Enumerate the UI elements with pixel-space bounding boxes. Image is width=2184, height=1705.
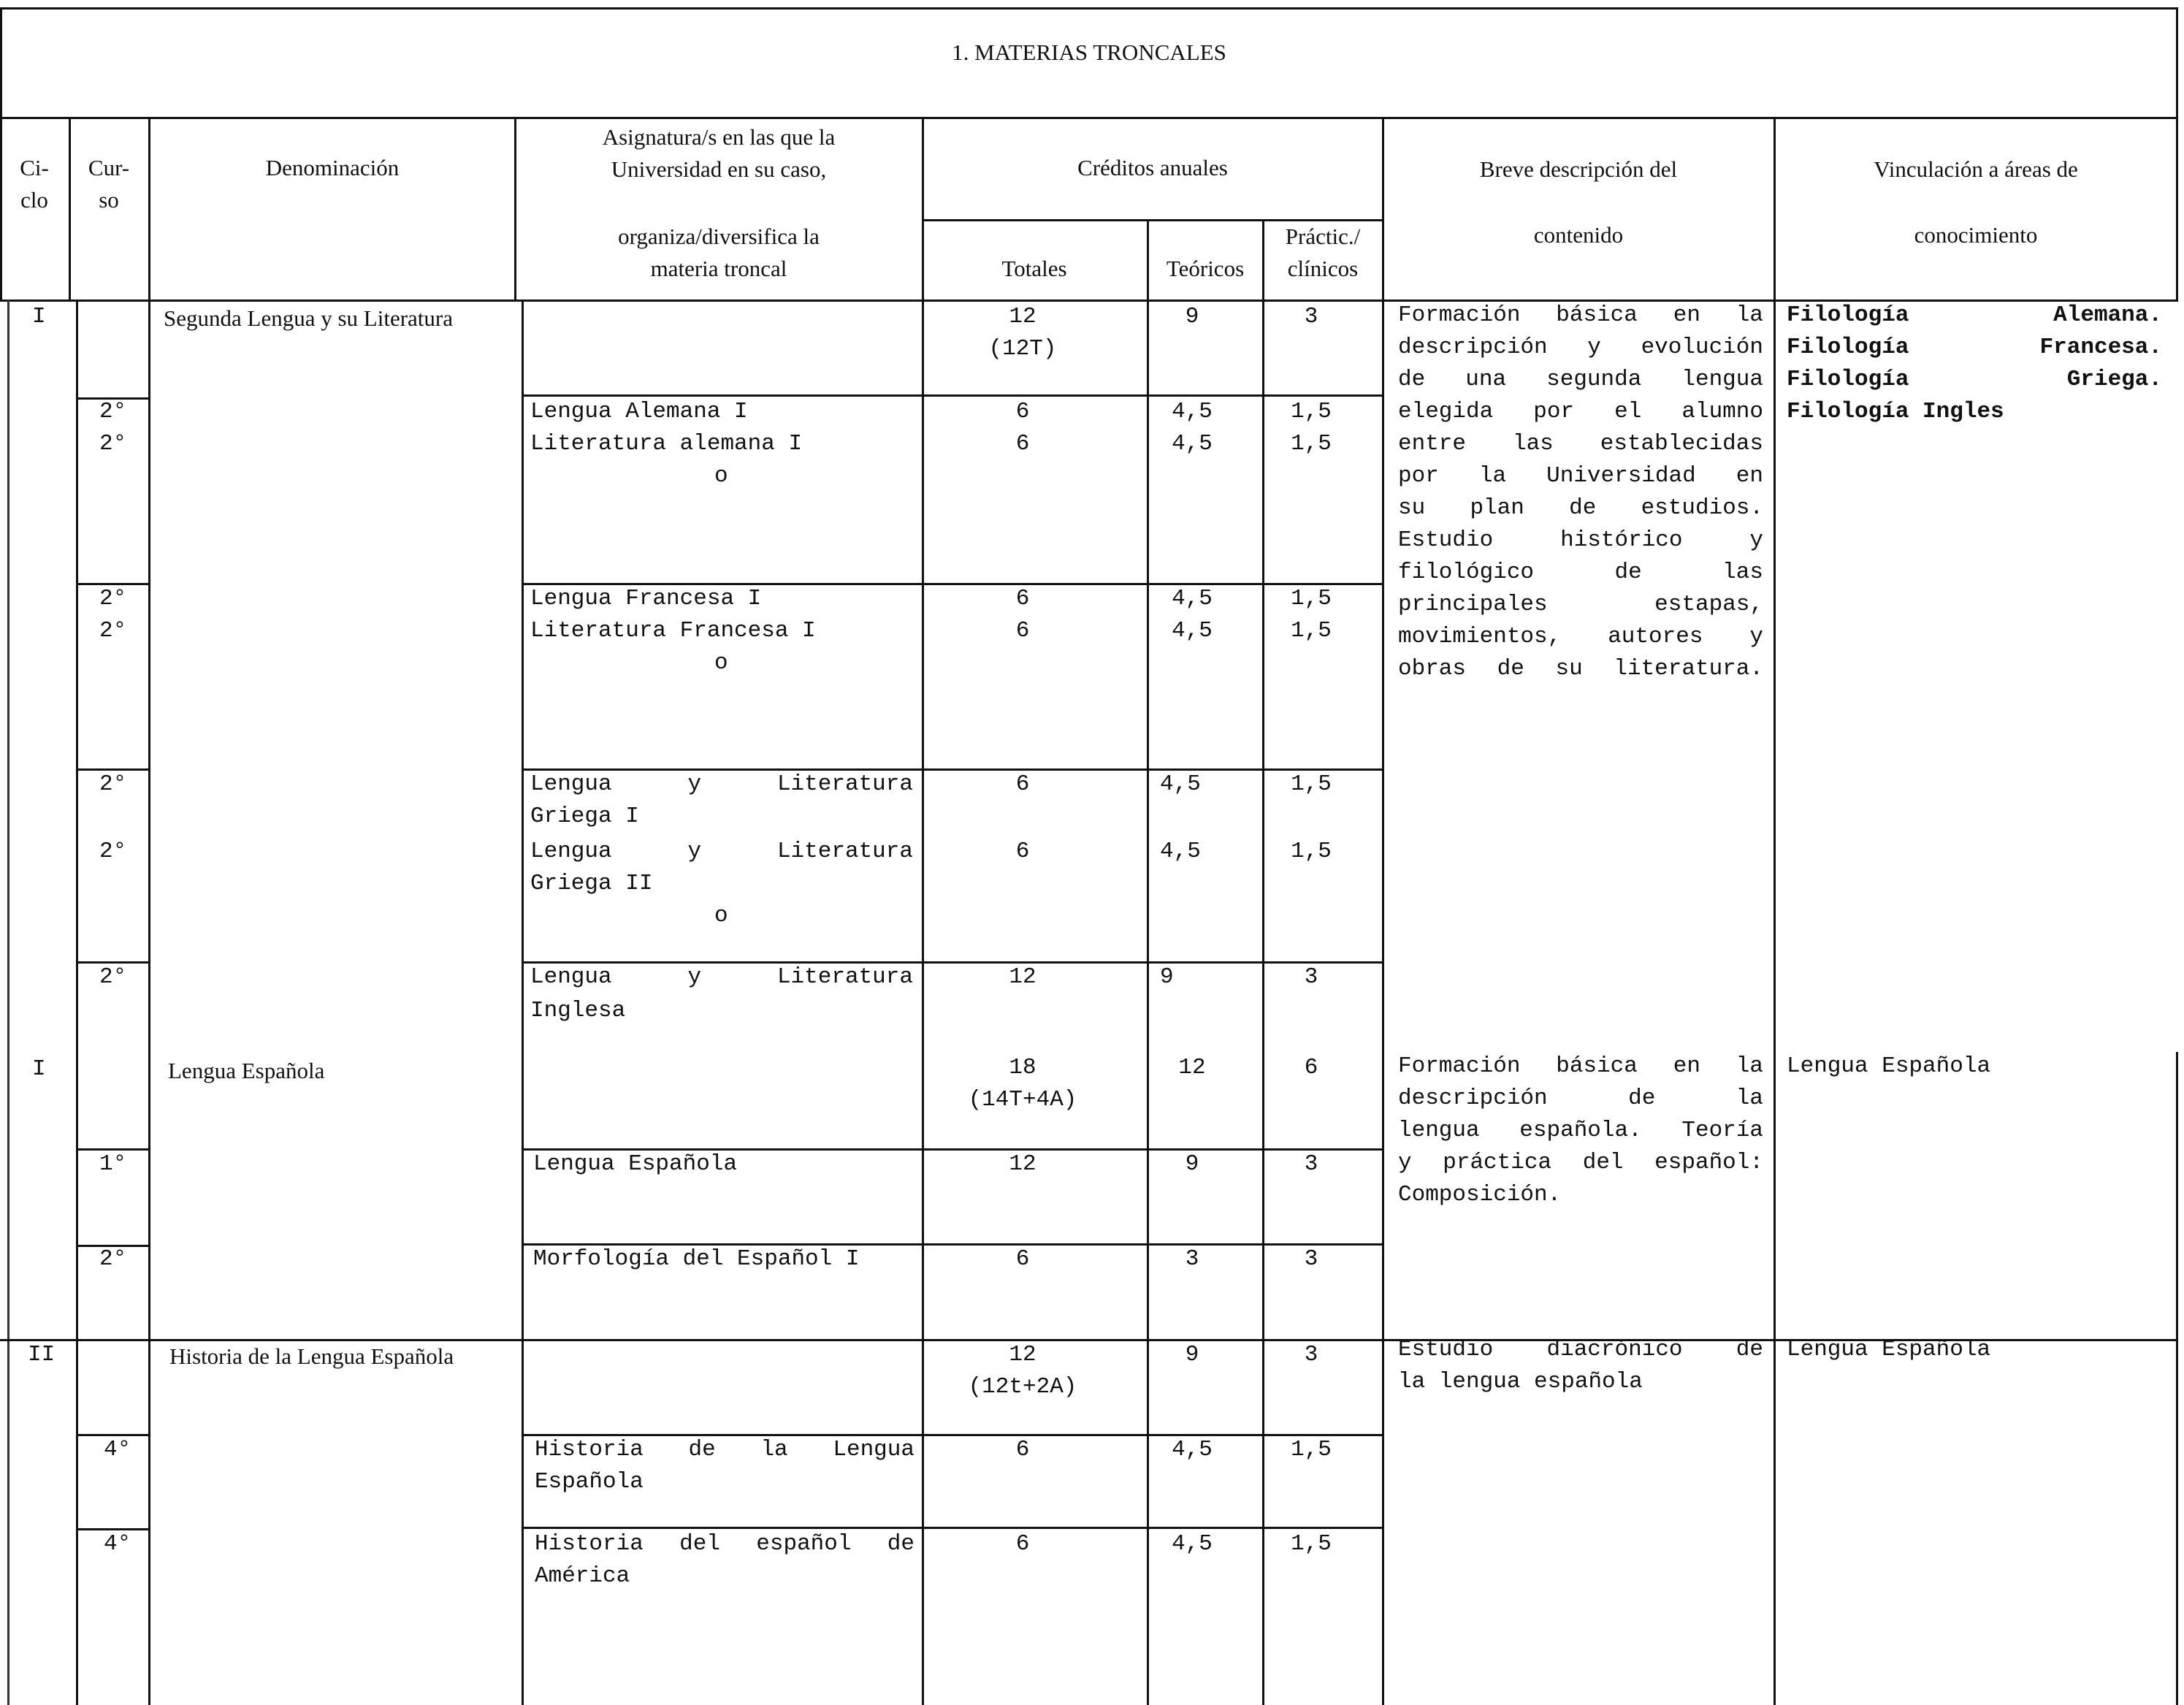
descripcion-line: su plan de estudios.: [1398, 495, 1763, 521]
asignatura: Historia del español de: [535, 1531, 915, 1557]
document-title: 1. MATERIAS TRONCALES: [952, 39, 1226, 65]
curso-value: 2°: [99, 839, 127, 864]
curso-value: 2°: [99, 618, 127, 644]
header-ciclo: Ci-: [20, 155, 49, 180]
descripcion-line: Composición.: [1398, 1182, 1562, 1208]
totales-value: 12: [1009, 1342, 1036, 1368]
practicos-value: 1,5: [1291, 1437, 1332, 1462]
descripcion-line: y práctica del español:: [1398, 1150, 1763, 1175]
header-vinculacion: conocimiento: [1914, 222, 2038, 248]
area-line: Filología Ingles: [1787, 399, 2004, 424]
asignatura-separator: o: [714, 463, 728, 489]
rule: [148, 117, 150, 1705]
practicos-value: 3: [1304, 1342, 1318, 1368]
teoricos-value: 9: [1185, 304, 1199, 329]
asignatura: Inglesa: [530, 998, 626, 1023]
header-asignaturas: Universidad en su caso,: [611, 156, 827, 182]
denominacion: Historia de la Lengua Española: [169, 1343, 454, 1369]
practicos-value: 1,5: [1291, 586, 1332, 611]
header-ciclo: clo: [20, 187, 48, 213]
header-descripcion: Breve descripción del: [1479, 156, 1678, 182]
header-vinculacion: Vinculación a áreas de: [1874, 156, 2078, 182]
practicos-value: 1,5: [1291, 618, 1332, 644]
header-curso: so: [99, 187, 119, 213]
totales-value: 6: [1015, 1246, 1030, 1272]
teoricos-value: 4,5: [1172, 586, 1213, 611]
rule: [0, 117, 2178, 119]
practicos-value: 1,5: [1291, 771, 1332, 797]
header-totales: Totales: [1001, 256, 1067, 281]
practicos-value: 3: [1304, 964, 1318, 990]
descripcion-line: filológico de las: [1398, 560, 1763, 585]
teoricos-value: 4,5: [1172, 431, 1213, 457]
teoricos-value: 4,5: [1172, 399, 1213, 424]
practicos-value: 1,5: [1291, 399, 1332, 424]
header-creditos: Créditos anuales: [1077, 155, 1228, 180]
teoricos-value: 4,5: [1160, 771, 1201, 797]
rule: [1773, 117, 1776, 1705]
curso-value: 4°: [104, 1531, 131, 1557]
practicos-value: 1,5: [1291, 431, 1332, 457]
teoricos-value: 9: [1160, 964, 1174, 990]
totales-value: 6: [1015, 431, 1030, 457]
curso-value: 2°: [99, 431, 127, 457]
descripcion-line: por la Universidad en: [1398, 463, 1763, 489]
asignatura: Literatura alemana I: [530, 431, 803, 457]
asignatura: Lengua y Literatura: [530, 771, 913, 797]
teoricos-value: 9: [1185, 1342, 1199, 1368]
area-line: Filología Alemana.: [1787, 302, 2162, 328]
rule: [0, 7, 2178, 9]
practicos-value: 1,5: [1291, 839, 1332, 864]
asignatura: América: [535, 1563, 630, 1589]
descripcion-line: Formación básica en la: [1398, 302, 1763, 328]
teoricos-value: 4,5: [1172, 1437, 1213, 1462]
descripcion-line: descripción y evolución: [1398, 335, 1763, 360]
totales-value: (12T): [988, 336, 1057, 362]
totales-value: 12: [1009, 1151, 1036, 1177]
descripcion-line: descripción de la: [1398, 1086, 1763, 1111]
rule: [2176, 1052, 2178, 1705]
curso-value: 2°: [99, 1246, 127, 1272]
practicos-value: 3: [1304, 1151, 1318, 1177]
totales-value: 6: [1015, 586, 1030, 611]
teoricos-value: 12: [1178, 1055, 1206, 1080]
totales-value: 6: [1015, 618, 1030, 644]
descripcion-line: la lengua española: [1398, 1369, 1643, 1395]
denominacion: Segunda Lengua y su Literatura: [164, 305, 453, 331]
asignatura: Lengua Alemana I: [530, 399, 748, 424]
totales-value: (12t+2A): [968, 1374, 1077, 1400]
asignatura: Griega II: [530, 871, 653, 896]
rule: [76, 300, 78, 1705]
teoricos-value: 4,5: [1172, 1531, 1213, 1557]
ciclo-value: II: [28, 1342, 56, 1368]
descripcion-line: Estudio histórico y: [1398, 527, 1763, 553]
curso-value: 2°: [99, 771, 127, 797]
teoricos-value: 4,5: [1160, 839, 1201, 864]
totales-value: 6: [1015, 1531, 1030, 1557]
teoricos-value: 9: [1185, 1151, 1199, 1177]
descripcion-line: de una segunda lengua: [1398, 367, 1763, 392]
rule: [7, 300, 9, 1705]
descripcion-line: principales estapas,: [1398, 592, 1763, 617]
asignatura: Lengua y Literatura: [530, 839, 913, 864]
curso-value: 2°: [99, 964, 127, 990]
totales-value: 6: [1015, 1437, 1030, 1462]
teoricos-value: 4,5: [1172, 618, 1213, 644]
descripcion-line: obras de su literatura.: [1398, 656, 1763, 682]
curso-value: 1°: [99, 1151, 127, 1177]
asignatura: Lengua Española: [533, 1151, 738, 1177]
totales-value: 6: [1015, 839, 1030, 864]
asignatura: Lengua Francesa I: [530, 586, 762, 611]
curso-value: 4°: [104, 1437, 131, 1462]
practicos-value: 1,5: [1291, 1531, 1332, 1557]
totales-value: 18: [1009, 1055, 1036, 1080]
header-curso: Cur-: [88, 155, 130, 180]
curso-value: 2°: [99, 399, 127, 424]
teoricos-value: 3: [1185, 1246, 1199, 1272]
rule: [1382, 117, 1384, 1705]
header-asignaturas: Asignatura/s en las que la: [602, 124, 836, 150]
area-line: Filología Francesa.: [1787, 335, 2162, 360]
descripcion-line: movimientos, autores y: [1398, 624, 1763, 649]
header-denominacion: Denominación: [265, 155, 400, 180]
ciclo-value: I: [32, 1056, 46, 1082]
descripcion-line: entre las establecidas: [1398, 431, 1763, 457]
denominacion: Lengua Española: [168, 1058, 325, 1083]
rule: [522, 300, 524, 1705]
totales-value: 12: [1009, 964, 1036, 990]
totales-value: 6: [1015, 771, 1030, 797]
header-asignaturas: materia troncal: [650, 256, 787, 281]
descripcion-line: Formación básica en la: [1398, 1053, 1763, 1079]
header-descripcion: contenido: [1533, 222, 1624, 248]
header-practicos: clínicos: [1287, 256, 1359, 281]
practicos-value: 3: [1304, 304, 1318, 329]
asignatura: Morfología del Español I: [533, 1246, 860, 1272]
totales-value: (14T+4A): [968, 1087, 1077, 1113]
asignatura: Literatura Francesa I: [530, 618, 816, 644]
practicos-value: 3: [1304, 1246, 1318, 1272]
asignatura: Española: [535, 1469, 644, 1495]
asignatura: Lengua y Literatura: [530, 964, 913, 990]
curso-value: 2°: [99, 586, 127, 611]
asignatura-separator: o: [714, 650, 728, 676]
descripcion-line: Estudio diacrónico de: [1398, 1337, 1763, 1362]
header-practicos: Práctic./: [1285, 224, 1361, 249]
ciclo-value: I: [32, 304, 46, 329]
header-asignaturas: organiza/diversifica la: [618, 224, 820, 249]
asignatura: Historia de la Lengua: [535, 1437, 915, 1462]
practicos-value: 6: [1304, 1055, 1318, 1080]
area-line: Filología Griega.: [1787, 367, 2162, 392]
descripcion-line: elegida por el alumno: [1398, 399, 1763, 424]
descripcion-line: lengua española. Teoría: [1398, 1118, 1763, 1143]
totales-value: 12: [1009, 304, 1036, 329]
asignatura-separator: o: [714, 903, 728, 928]
totales-value: 6: [1015, 399, 1030, 424]
header-teoricos: Teóricos: [1166, 256, 1245, 281]
asignatura: Griega I: [530, 804, 639, 829]
area-line: Lengua Española: [1787, 1053, 1991, 1079]
area-line: Lengua Española: [1787, 1337, 1991, 1362]
